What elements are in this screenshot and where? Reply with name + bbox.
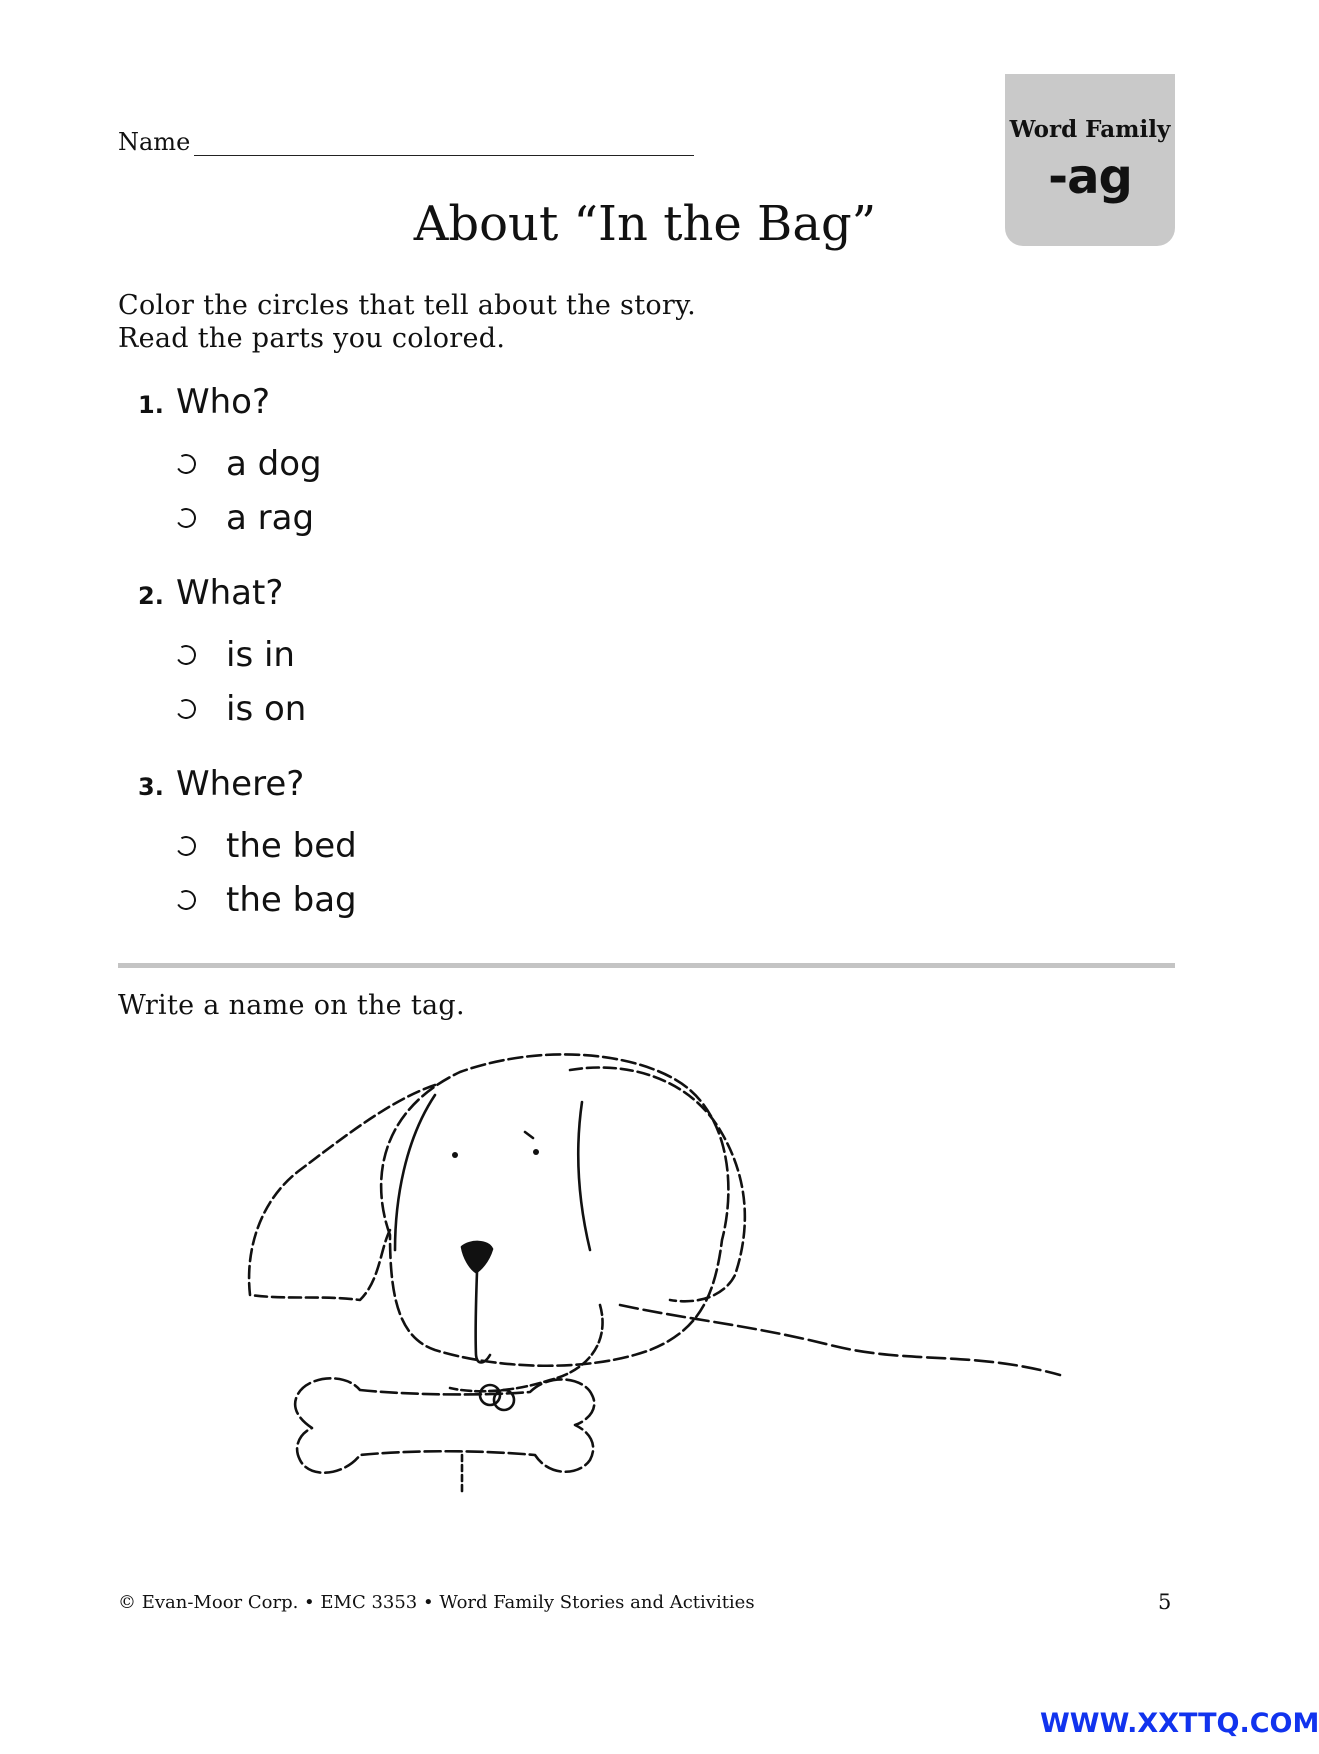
name-label: Name xyxy=(118,128,191,156)
circle-icon[interactable] xyxy=(174,888,198,912)
question-text: Where? xyxy=(176,764,305,804)
dog-brow xyxy=(525,1132,533,1138)
dog-illustration xyxy=(230,1050,1080,1570)
question-number: 2. xyxy=(138,582,164,610)
footer-credit: © Evan-Moor Corp. • EMC 3353 • Word Family Stories and Activities xyxy=(118,1592,755,1613)
option-text: the bed xyxy=(226,826,357,866)
option-the-bag[interactable] xyxy=(176,880,357,920)
option-is-in[interactable] xyxy=(176,635,295,675)
page-number: 5 xyxy=(1158,1590,1172,1614)
bone-tag xyxy=(295,1378,594,1472)
section-divider xyxy=(118,963,1175,968)
question-1 xyxy=(138,382,270,422)
option-a-dog[interactable] xyxy=(176,444,322,484)
question-number: 3. xyxy=(138,773,164,801)
circle-icon[interactable] xyxy=(174,834,198,858)
dog-left-eye xyxy=(452,1152,458,1158)
option-text: is on xyxy=(226,689,307,729)
dog-nose xyxy=(462,1242,492,1272)
name-line[interactable] xyxy=(194,129,694,156)
circle-icon[interactable] xyxy=(174,697,198,721)
tag-instruction: Write a name on the tag. xyxy=(118,990,465,1021)
dog-head xyxy=(381,1054,728,1365)
dog-right-ear-inner xyxy=(578,1102,590,1250)
circle-icon[interactable] xyxy=(174,643,198,667)
watermark: WWW.XXTTQ.COM xyxy=(1040,1708,1319,1739)
dog-right-ear xyxy=(570,1068,745,1302)
circle-icon[interactable] xyxy=(174,452,198,476)
question-3 xyxy=(138,764,304,804)
option-text: a dog xyxy=(226,444,322,484)
question-number: 1. xyxy=(138,391,164,419)
page-title: About “In the Bag” xyxy=(413,196,877,252)
question-text: Who? xyxy=(176,382,271,422)
dog-tail xyxy=(620,1305,1060,1375)
instruction-line-1: Color the circles that tell about the story. xyxy=(118,290,696,321)
dog-right-eye xyxy=(533,1149,539,1155)
option-text: a rag xyxy=(226,498,315,538)
question-2 xyxy=(138,573,283,613)
question-text: What? xyxy=(176,573,284,613)
option-text: is in xyxy=(226,635,295,675)
option-the-bed[interactable] xyxy=(176,826,357,866)
option-a-rag[interactable] xyxy=(176,498,314,538)
name-field[interactable] xyxy=(118,128,694,156)
dog-left-ear xyxy=(249,1085,435,1300)
circle-icon[interactable] xyxy=(174,506,198,530)
option-text: the bag xyxy=(226,880,357,920)
instruction-line-2: Read the parts you colored. xyxy=(118,323,506,354)
option-is-on[interactable] xyxy=(176,689,306,729)
dog-mouth xyxy=(476,1272,490,1363)
word-family-label: Word Family xyxy=(1009,116,1171,143)
dog-collar xyxy=(450,1305,603,1391)
word-family: -ag xyxy=(1048,149,1132,205)
